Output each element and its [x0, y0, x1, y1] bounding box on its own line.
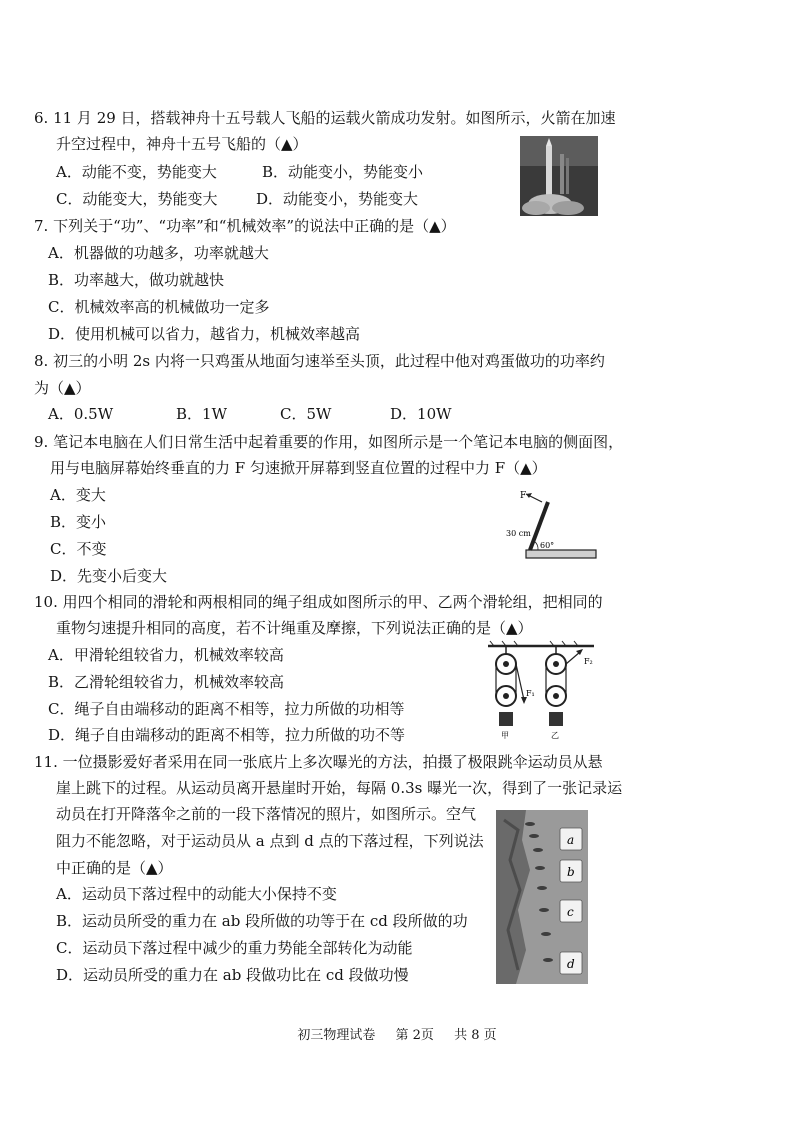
q8-stem-line2: 为（▲） [34, 379, 91, 397]
skydiver-exposure-photo [496, 810, 588, 984]
total-pages: 共 8 页 [454, 1028, 497, 1043]
q8-option-d: D．10W [390, 405, 452, 423]
pulley-group-jia [496, 646, 535, 740]
weight-block-icon [549, 712, 563, 726]
q6-option-b: B．动能变小，势能变小 [262, 163, 424, 181]
q10-option-b: B．乙滑轮组较省力，机械效率较高 [48, 673, 285, 691]
point-c-label: c [567, 905, 574, 919]
q7-option-b: B．功率越大，做功就越快 [48, 271, 225, 289]
rocket-icon [546, 146, 552, 196]
q8-option-c: C．5W [280, 405, 332, 423]
point-d-label: d [567, 957, 575, 971]
force-f1-label: F₁ [526, 689, 535, 698]
force-f2-label: F₂ [584, 657, 593, 666]
laptop-diagram [500, 488, 610, 570]
force-label: F [520, 491, 527, 501]
q8-option-b: B．1W [176, 405, 227, 423]
exam-title: 初三物理试卷 [297, 1028, 376, 1043]
q10-option-c: C．绳子自由端移动的距离不相等，拉力所做的功相等 [48, 700, 405, 718]
length-label: 30 cm [506, 529, 531, 538]
angle-label: 60° [540, 541, 555, 550]
q10-option-d: D．绳子自由端移动的距离不相等，拉力所做的功不等 [48, 726, 406, 744]
q7-option-a: A．机器做的功越多，功率就越大 [48, 244, 269, 262]
page-number: 第 2页 [395, 1028, 434, 1043]
q9-option-d: D．先变小后变大 [50, 567, 168, 585]
q7-option-d: D．使用机械可以省力，越省力，机械效率越高 [48, 325, 361, 343]
q6-option-c: C．动能变大，势能变大 [56, 190, 218, 208]
pulley-systems-diagram [484, 640, 598, 740]
q10-stem-line1: 10. 用四个相同的滑轮和两根相同的绳子组成如图所示的甲、乙两个滑轮组，把相同的 [34, 593, 603, 611]
q8-stem-line1: 8. 初三的小明 2s 内将一只鸡蛋从地面匀速举至头顶，此过程中他对鸡蛋做功的功率约 [34, 352, 605, 370]
q6-option-a: A．动能不变，势能变大 [56, 163, 217, 181]
q11-stem-line5: 中正确的是（▲） [56, 859, 173, 877]
q6-option-d: D．动能变小，势能变大 [256, 190, 419, 208]
q11-option-d: D．运动员所受的重力在 ab 段做功比在 cd 段做功慢 [56, 966, 409, 984]
q11-stem-line2: 崖上跳下的过程。从运动员离开悬崖时开始，每隔 0.3s 曝光一次，得到了一张记录运 [56, 779, 623, 797]
q9-option-c: C．不变 [50, 540, 107, 558]
q8-option-a: A．0.5W [48, 405, 114, 423]
jia-label: 甲 [501, 731, 509, 740]
laptop-base-icon [526, 550, 596, 558]
q10-stem-line2: 重物匀速提升相同的高度，若不计绳重及摩擦，下列说法正确的是（▲） [56, 619, 533, 637]
rocket-launch-photo [520, 136, 598, 216]
q9-option-a: A．变大 [50, 486, 106, 504]
point-a-label: a [567, 833, 575, 847]
q11-stem-line3: 动员在打开降落伞之前的一段下落情况的照片，如图所示。空气 [56, 805, 477, 823]
pulley-group-yi [546, 646, 593, 740]
q11-option-c: C．运动员下落过程中减少的重力势能全部转化为动能 [56, 939, 413, 957]
q10-option-a: A．甲滑轮组较省力，机械效率较高 [48, 646, 284, 664]
q7-option-c: C．机械效率高的机械做功一定多 [48, 298, 270, 316]
q9-option-b: B．变小 [50, 513, 107, 531]
q7-stem: 7. 下列关于“功”、“功率”和“机械效率”的说法中正确的是（▲） [34, 217, 456, 235]
q11-stem-line1: 11. 一位摄影爱好者采用在同一张底片上多次曝光的方法，拍摄了极限跳伞运动员从悬 [34, 753, 603, 771]
q11-stem-line4: 阻力不能忽略，对于运动员从 a 点到 d 点的下落过程，下列说法 [56, 832, 484, 850]
weight-block-icon [499, 712, 513, 726]
q11-option-b: B．运动员所受的重力在 ab 段所做的功等于在 cd 段所做的功 [56, 912, 468, 930]
q6-stem-line2: 升空过程中，神舟十五号飞船的（▲） [56, 135, 308, 153]
q6-stem-line1: 6. 11 月 29 日，搭载神舟十五号载人飞船的运载火箭成功发射。如图所示，火箭在加速 [34, 109, 616, 127]
point-b-label: b [567, 865, 575, 879]
q9-stem-line1: 9. 笔记本电脑在人们日常生活中起着重要的作用，如图所示是一个笔记本电脑的侧面图， [34, 433, 624, 451]
page-footer [0, 1024, 794, 1043]
q11-option-a: A．运动员下落过程中的动能大小保持不变 [56, 885, 337, 903]
q9-stem-line2: 用与电脑屏幕始终垂直的力 F 匀速掀开屏幕到竖直位置的过程中力 F（▲） [50, 459, 547, 477]
yi-label: 乙 [551, 731, 559, 740]
